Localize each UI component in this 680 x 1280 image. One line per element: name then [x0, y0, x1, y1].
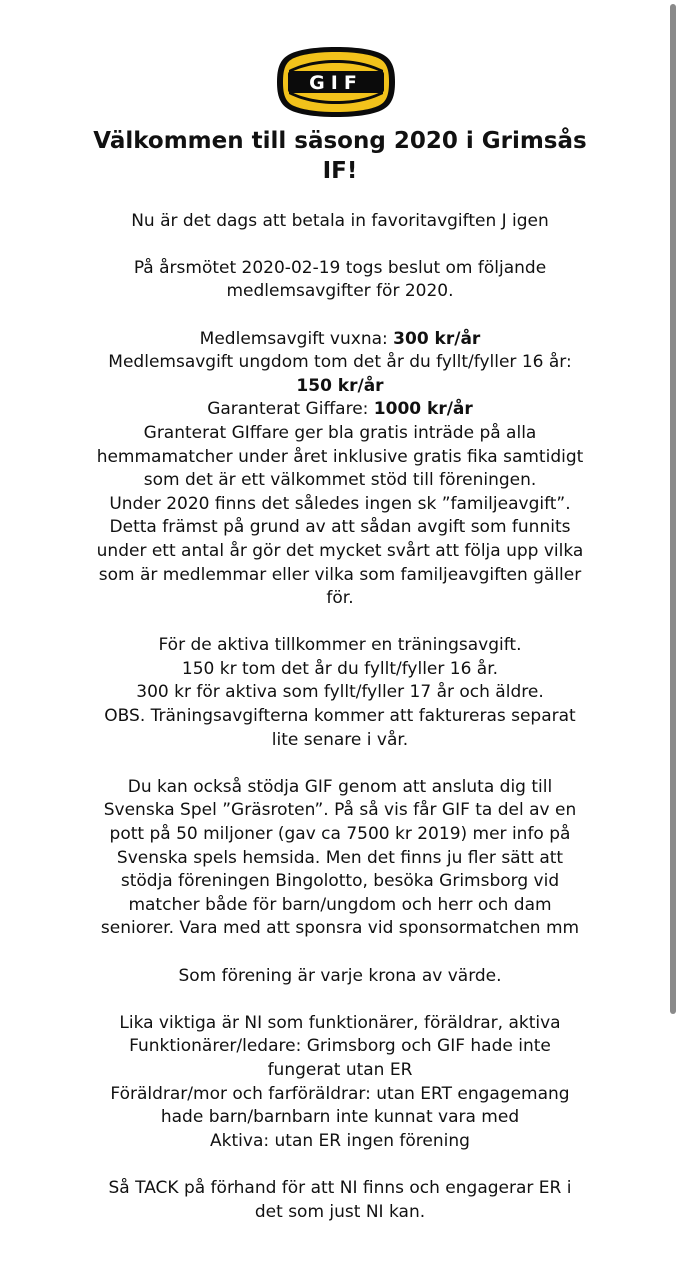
- intro-text: Nu är det dags att betala in favoritavgiften J igen: [131, 210, 549, 231]
- thanks-groups-text: Lika viktiga är NI som funktionärer, föräldrar, aktiva: [119, 1012, 561, 1033]
- closing-text: det som just NI kan.: [254, 1201, 426, 1222]
- support-text: matcher både för barn/ungdom och herr och dam: [128, 894, 552, 915]
- meeting-text: medlemsavgifter för 2020.: [226, 281, 454, 302]
- fee-youth-label: Medlemsavgift ungdom tom det år du fyllt/fyller 16 år:: [108, 352, 572, 373]
- value-text: Som förening är varje krona av värde.: [178, 965, 502, 986]
- thanks-groups-text: Funktionärer/ledare: Grimsborg och GIF hade inte: [129, 1036, 551, 1057]
- thanks-groups-text: fungerat utan ER: [267, 1059, 413, 1080]
- fee-label: Medlemsavgift vuxna:: [199, 328, 394, 349]
- thanks-groups-text: hade barn/barnbarn inte kunnat vara med: [160, 1107, 520, 1128]
- title-line: IF!: [322, 158, 358, 184]
- giffare-text: som är medlemmar eller vilka som familjeavgiften gäller: [98, 564, 582, 585]
- support-text: stödja föreningen Bingolotto, besöka Grimsborg vid: [120, 871, 560, 892]
- fee-youth-value: 150 kr/år: [296, 375, 384, 396]
- club-logo: [274, 44, 398, 120]
- page-title: [30, 126, 650, 186]
- thanks-groups-text: Föräldrar/mor och farföräldrar: utan ERT engagemang: [110, 1083, 570, 1104]
- giffare-text: Detta främst på grund av att sådan avgift som funnits: [109, 517, 571, 538]
- logo-text: GIF: [309, 72, 363, 94]
- training-fee-text: lite senare i vår.: [271, 729, 409, 750]
- giffare-text: hemmamatcher under året inklusive gratis fika samtidigt: [96, 446, 584, 467]
- support-text: Svenska Spel ”Gräsroten”. På så vis får GIF ta del av en: [103, 800, 577, 821]
- training-fee-text: 150 kr tom det år du fyllt/fyller 16 år.: [181, 658, 499, 679]
- training-fee-text: OBS. Träningsavgifterna kommer att faktureras separat: [104, 706, 576, 727]
- support-text: seniorer. Vara med att sponsra vid sponsormatchen mm: [100, 918, 580, 939]
- support-text: Svenska spels hemsida. Men det finns ju fler sätt att: [116, 847, 564, 868]
- support-text: pott på 50 miljoner (gav ca 7500 kr 2019) mer info på: [109, 824, 571, 845]
- fee-giffare: [30, 398, 650, 422]
- thanks-groups-text: Aktiva: utan ER ingen förening: [210, 1130, 470, 1151]
- meeting-text: På årsmötet 2020-02-19 togs beslut om följande: [133, 257, 547, 278]
- fee-value: 1000 kr/år: [373, 399, 473, 420]
- giffare-text: Under 2020 finns det således ingen sk ”familjeavgift”.: [109, 493, 571, 514]
- title-line: Välkommen till säsong 2020 i Grimsås: [93, 128, 587, 154]
- main-content: [30, 126, 650, 1224]
- fee-adult: [30, 328, 650, 352]
- giffare-text: Granterat GIffare ger bla gratis inträde på alla: [143, 422, 537, 443]
- training-fee-text: För de aktiva tillkommer en träningsavgift.: [158, 635, 522, 656]
- fee-value: 300 kr/år: [393, 328, 481, 349]
- fee-label: Garanterat Giffare:: [207, 399, 374, 420]
- support-text: Du kan också stödja GIF genom att ansluta dig till: [127, 776, 553, 797]
- giffare-text: för.: [326, 588, 354, 609]
- giffare-text: som det är ett välkommet stöd till föreningen.: [143, 470, 537, 491]
- giffare-text: under ett antal år gör det mycket svårt att följa upp vilka: [96, 540, 584, 561]
- training-fee-text: 300 kr för aktiva som fyllt/fyller 17 år och äldre.: [136, 682, 544, 703]
- closing-text: Så TACK på förhand för att NI finns och engagerar ER i: [108, 1177, 572, 1198]
- scrollbar[interactable]: [670, 4, 676, 1014]
